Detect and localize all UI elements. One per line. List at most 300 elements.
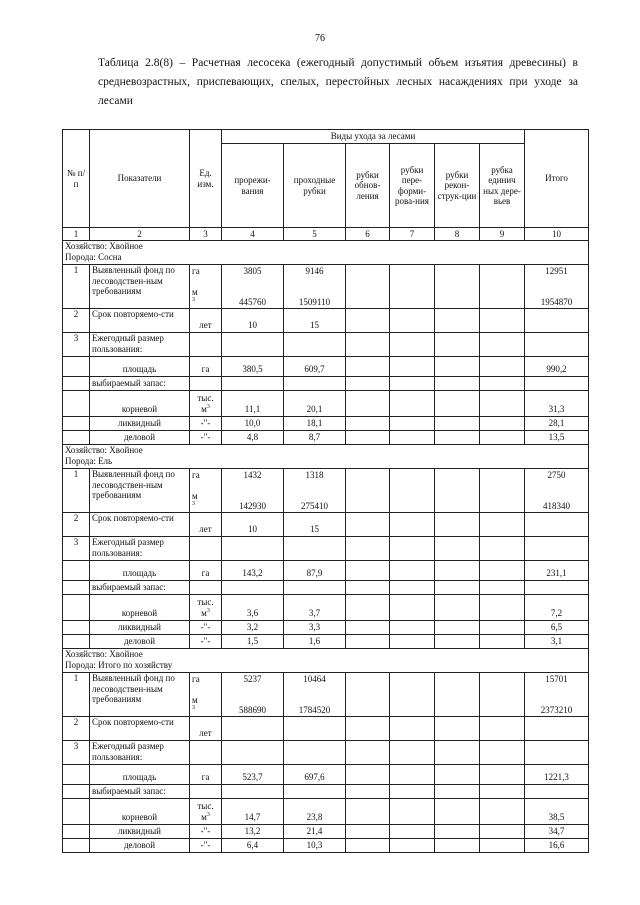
- empty-cell: [222, 377, 284, 391]
- value-cell: [284, 717, 346, 741]
- empty-cell: [346, 357, 390, 377]
- row-label: Ежегодный размер пользования:: [90, 537, 190, 561]
- total-volume: 1954870: [540, 297, 573, 307]
- empty-cell: [480, 673, 525, 717]
- unit-cell: [190, 265, 222, 309]
- value-cell: 380,5: [222, 357, 284, 377]
- unit-cell: га: [190, 561, 222, 581]
- business-row: [63, 839, 589, 853]
- empty-cell: [480, 431, 525, 445]
- unit-superscript: 3: [206, 403, 210, 410]
- value-cell: 143,2: [222, 561, 284, 581]
- empty-cell: [390, 635, 435, 649]
- empty-cell: [480, 581, 525, 595]
- empty-cell: [346, 469, 390, 513]
- empty-cell: [346, 839, 390, 853]
- unit-thousand-m: тыс. м: [197, 393, 214, 414]
- value-area: 1318: [305, 469, 324, 480]
- header-number: 2: [90, 228, 190, 241]
- value-area: 10464: [303, 673, 326, 684]
- empty-cell: [435, 265, 480, 309]
- total-cell: [525, 469, 589, 513]
- empty-cell: [435, 309, 480, 333]
- empty-cell: [284, 785, 346, 799]
- empty-cell: [480, 537, 525, 561]
- empty-cell: [346, 581, 390, 595]
- section-heading-row: [63, 445, 589, 469]
- unit-cell: га: [190, 765, 222, 785]
- header-number: 4: [222, 228, 284, 241]
- annual-row: [63, 333, 589, 357]
- root-row: [63, 799, 589, 825]
- header-numbers-row: [63, 228, 589, 241]
- unit-cell: -"-: [190, 431, 222, 445]
- empty-cell: [284, 537, 346, 561]
- unit-cell: [190, 595, 222, 621]
- empty-cell: [346, 825, 390, 839]
- value-cell: [284, 469, 346, 513]
- empty-cell: [435, 825, 480, 839]
- section-heading-row: [63, 649, 589, 673]
- total-volume: 2373210: [540, 705, 573, 715]
- row-label: выбираемый запас:: [90, 581, 190, 595]
- row-label: Выявленный фонд по лесоводствен-ным требованиям: [90, 265, 190, 309]
- unit-cell: га: [190, 357, 222, 377]
- table-caption: Таблица 2.8(8) – Расчетная лесосека (ежегодный допустимый объем изъятия древесины) в средневозрастных, приспевающих, спелых, перестойных лесных насаждениях при уходе за лесами: [98, 57, 578, 107]
- section-farm: Хозяйство: Хвойное: [65, 445, 143, 455]
- empty-cell: [390, 309, 435, 333]
- liquid-row: [63, 417, 589, 431]
- empty-cell: [390, 265, 435, 309]
- empty-cell: [435, 513, 480, 537]
- unit-cell: -"-: [190, 839, 222, 853]
- unit-m3: [192, 287, 219, 308]
- empty-cell: [435, 431, 480, 445]
- unit-cell: -"-: [190, 417, 222, 431]
- row-label: Выявленный фонд по лесоводствен-ным требованиям: [90, 673, 190, 717]
- total-cell: 231,1: [525, 561, 589, 581]
- row-number: 2: [63, 717, 90, 741]
- liquid-row: [63, 621, 589, 635]
- empty-cell: [525, 785, 589, 799]
- total-cell: 31,3: [525, 391, 589, 417]
- root-row: [63, 391, 589, 417]
- total-area: 15701: [545, 673, 568, 684]
- empty-cell: [390, 765, 435, 785]
- value-cell: [222, 717, 284, 741]
- value-cell: 3,3: [284, 621, 346, 635]
- section-heading-row: [63, 241, 589, 265]
- empty-cell: [222, 785, 284, 799]
- empty-cell: [346, 799, 390, 825]
- empty-cell: [390, 333, 435, 357]
- empty-cell: [480, 513, 525, 537]
- section-heading: [63, 241, 589, 265]
- empty-cell: [190, 537, 222, 561]
- value-cell: 10,3: [284, 839, 346, 853]
- period-row: [63, 513, 589, 537]
- value-cell: 1,6: [284, 635, 346, 649]
- unit-cell: [190, 469, 222, 513]
- empty-cell: [346, 621, 390, 635]
- value-volume: 275410: [301, 501, 328, 511]
- empty-cell: [346, 765, 390, 785]
- row-number: 3: [63, 741, 90, 765]
- empty-cell: [480, 825, 525, 839]
- empty-cell: [346, 785, 390, 799]
- section-species: Порода: Итого по хозяйству: [65, 659, 173, 670]
- empty-cell: [222, 333, 284, 357]
- empty-cell: [435, 469, 480, 513]
- unit-superscript: 3: [192, 705, 195, 711]
- value-cell: 609,7: [284, 357, 346, 377]
- fund-row: [63, 673, 589, 717]
- empty-cell: [284, 581, 346, 595]
- header-number: 1: [63, 228, 90, 241]
- value-cell: 13,2: [222, 825, 284, 839]
- empty-cell: [63, 357, 90, 377]
- area-row: [63, 357, 589, 377]
- empty-cell: [390, 595, 435, 621]
- empty-cell: [525, 333, 589, 357]
- header-number: 6: [346, 228, 390, 241]
- value-cell: [284, 673, 346, 717]
- empty-cell: [390, 799, 435, 825]
- header-reform: рубки пере-форми-рова-ния: [390, 144, 435, 228]
- section-species: Порода: Ель: [65, 455, 113, 466]
- empty-cell: [390, 839, 435, 853]
- empty-cell: [480, 785, 525, 799]
- section-species: Порода: Сосна: [65, 251, 122, 262]
- total-cell: 34,7: [525, 825, 589, 839]
- empty-cell: [480, 717, 525, 741]
- empty-cell: [480, 357, 525, 377]
- empty-cell: [480, 309, 525, 333]
- empty-cell: [480, 635, 525, 649]
- empty-cell: [480, 765, 525, 785]
- empty-cell: [435, 673, 480, 717]
- empty-cell: [480, 799, 525, 825]
- value-cell: [222, 265, 284, 309]
- empty-cell: [435, 377, 480, 391]
- empty-cell: [480, 333, 525, 357]
- header-reconstr: рубки рекон-струк-ции: [435, 144, 480, 228]
- row-number: 1: [63, 673, 90, 717]
- total-cell: 16,6: [525, 839, 589, 853]
- header-number: 8: [435, 228, 480, 241]
- empty-cell: [222, 741, 284, 765]
- empty-cell: [346, 417, 390, 431]
- empty-cell: [525, 537, 589, 561]
- total-cell: [525, 265, 589, 309]
- unit-cell: лет: [190, 513, 222, 537]
- stock-label-row: [63, 581, 589, 595]
- empty-cell: [390, 621, 435, 635]
- value-cell: 15: [284, 513, 346, 537]
- row-label: Выявленный фонд по лесоводствен-ным требованиям: [90, 469, 190, 513]
- empty-cell: [346, 377, 390, 391]
- section-heading: [63, 649, 589, 673]
- annual-row: [63, 537, 589, 561]
- value-cell: 20,1: [284, 391, 346, 417]
- empty-cell: [390, 825, 435, 839]
- header-number: 9: [480, 228, 525, 241]
- empty-cell: [390, 357, 435, 377]
- empty-cell: [435, 741, 480, 765]
- annual-row: [63, 741, 589, 765]
- unit-cell: -"-: [190, 621, 222, 635]
- empty-cell: [480, 469, 525, 513]
- row-number: 1: [63, 265, 90, 309]
- row-label: Срок повторяемо-сти: [90, 717, 190, 741]
- row-label: площадь: [90, 765, 190, 785]
- total-cell: 6,5: [525, 621, 589, 635]
- stock-label-row: [63, 785, 589, 799]
- empty-cell: [480, 417, 525, 431]
- total-cell: 3,1: [525, 635, 589, 649]
- unit-m: м: [192, 286, 198, 297]
- empty-cell: [390, 417, 435, 431]
- empty-cell: [346, 391, 390, 417]
- unit-superscript: 3: [206, 811, 210, 818]
- value-cell: 523,7: [222, 765, 284, 785]
- empty-cell: [190, 741, 222, 765]
- liquid-row: [63, 825, 589, 839]
- unit-cell: лет: [190, 309, 222, 333]
- total-cell: 1221,3: [525, 765, 589, 785]
- value-cell: 10,0: [222, 417, 284, 431]
- value-volume: 588690: [239, 705, 266, 715]
- empty-cell: [346, 513, 390, 537]
- row-label: деловой: [90, 431, 190, 445]
- empty-cell: [480, 839, 525, 853]
- empty-cell: [435, 595, 480, 621]
- value-cell: 10: [222, 513, 284, 537]
- empty-cell: [435, 581, 480, 595]
- empty-cell: [346, 635, 390, 649]
- empty-cell: [190, 333, 222, 357]
- empty-cell: [435, 561, 480, 581]
- row-label: Ежегодный размер пользования:: [90, 333, 190, 357]
- empty-cell: [435, 537, 480, 561]
- empty-cell: [390, 469, 435, 513]
- empty-cell: [435, 635, 480, 649]
- empty-cell: [435, 333, 480, 357]
- unit-m: м: [192, 694, 198, 705]
- empty-cell: [390, 377, 435, 391]
- empty-cell: [480, 391, 525, 417]
- empty-cell: [63, 839, 90, 853]
- period-row: [63, 309, 589, 333]
- empty-cell: [346, 431, 390, 445]
- header-indicator: Показатели: [90, 130, 190, 228]
- row-label: деловой: [90, 635, 190, 649]
- row-label: площадь: [90, 357, 190, 377]
- unit-superscript: 3: [206, 607, 210, 614]
- empty-cell: [284, 333, 346, 357]
- row-label: Ежегодный размер пользования:: [90, 741, 190, 765]
- row-label: корневой: [90, 799, 190, 825]
- empty-cell: [435, 717, 480, 741]
- total-cell: [525, 673, 589, 717]
- header-number: 10: [525, 228, 589, 241]
- total-area: 12951: [545, 265, 568, 276]
- empty-cell: [525, 581, 589, 595]
- period-row: [63, 717, 589, 741]
- header-total: Итого: [525, 130, 589, 228]
- empty-cell: [390, 741, 435, 765]
- total-cell: [525, 513, 589, 537]
- total-cell: [525, 309, 589, 333]
- header-number: 7: [390, 228, 435, 241]
- value-cell: 1,5: [222, 635, 284, 649]
- total-cell: [525, 717, 589, 741]
- empty-cell: [480, 595, 525, 621]
- empty-cell: [284, 741, 346, 765]
- empty-cell: [346, 717, 390, 741]
- row-label: ликвидный: [90, 417, 190, 431]
- total-cell: 13,5: [525, 431, 589, 445]
- empty-cell: [435, 621, 480, 635]
- empty-cell: [190, 581, 222, 595]
- total-cell: 990,2: [525, 357, 589, 377]
- section-farm: Хозяйство: Хвойное: [65, 241, 143, 251]
- row-label: Срок повторяемо-сти: [90, 513, 190, 537]
- unit-ha: га: [192, 469, 200, 480]
- header-thinning: прорежи-вания: [222, 144, 284, 228]
- empty-cell: [284, 377, 346, 391]
- area-row: [63, 561, 589, 581]
- empty-cell: [63, 635, 90, 649]
- empty-cell: [480, 265, 525, 309]
- empty-cell: [222, 537, 284, 561]
- empty-cell: [435, 839, 480, 853]
- unit-m3: [192, 695, 219, 716]
- empty-cell: [63, 377, 90, 391]
- empty-cell: [222, 581, 284, 595]
- header-unit: Ед. изм.: [190, 130, 222, 228]
- stock-label-row: [63, 377, 589, 391]
- value-volume: 445760: [239, 297, 266, 307]
- header-renewal: рубки обнов-ления: [346, 144, 390, 228]
- unit-thousand-m: тыс. м: [197, 597, 214, 618]
- empty-cell: [346, 309, 390, 333]
- row-number: 3: [63, 333, 90, 357]
- empty-cell: [435, 765, 480, 785]
- value-volume: 142930: [239, 501, 266, 511]
- value-volume: 1509110: [298, 297, 331, 307]
- value-cell: 697,6: [284, 765, 346, 785]
- total-cell: 7,2: [525, 595, 589, 621]
- empty-cell: [63, 561, 90, 581]
- empty-cell: [390, 785, 435, 799]
- section-farm: Хозяйство: Хвойное: [65, 649, 143, 659]
- business-row: [63, 635, 589, 649]
- value-area: 3805: [243, 265, 262, 276]
- header-single: рубка единич ных дере-вьев: [480, 144, 525, 228]
- empty-cell: [346, 673, 390, 717]
- empty-cell: [480, 561, 525, 581]
- row-number: 1: [63, 469, 90, 513]
- row-label: выбираемый запас:: [90, 785, 190, 799]
- fund-row: [63, 469, 589, 513]
- unit-cell: [190, 673, 222, 717]
- empty-cell: [63, 391, 90, 417]
- empty-cell: [63, 825, 90, 839]
- empty-cell: [63, 417, 90, 431]
- unit-superscript: 3: [192, 297, 195, 303]
- empty-cell: [390, 537, 435, 561]
- empty-cell: [480, 377, 525, 391]
- unit-cell: [190, 391, 222, 417]
- value-cell: 18,1: [284, 417, 346, 431]
- empty-cell: [63, 595, 90, 621]
- empty-cell: [346, 537, 390, 561]
- value-area: 5237: [243, 673, 262, 684]
- row-label: корневой: [90, 595, 190, 621]
- empty-cell: [346, 561, 390, 581]
- value-area: 9146: [305, 265, 324, 276]
- unit-thousand-m: тыс. м: [197, 801, 214, 822]
- header-group: Виды ухода за лесами: [222, 130, 525, 144]
- row-label: площадь: [90, 561, 190, 581]
- header-number: 5: [284, 228, 346, 241]
- unit-ha: га: [192, 673, 200, 684]
- unit-cell: -"-: [190, 635, 222, 649]
- forest-table: [62, 129, 589, 853]
- empty-cell: [346, 595, 390, 621]
- value-cell: 8,7: [284, 431, 346, 445]
- empty-cell: [346, 333, 390, 357]
- value-cell: 11,1: [222, 391, 284, 417]
- row-label: ликвидный: [90, 825, 190, 839]
- row-label: деловой: [90, 839, 190, 853]
- empty-cell: [63, 785, 90, 799]
- value-cell: 3,7: [284, 595, 346, 621]
- empty-cell: [346, 265, 390, 309]
- empty-cell: [190, 377, 222, 391]
- value-cell: 6,4: [222, 839, 284, 853]
- header-num: № п/п: [63, 130, 90, 228]
- empty-cell: [390, 717, 435, 741]
- row-label: ликвидный: [90, 621, 190, 635]
- empty-cell: [390, 431, 435, 445]
- row-number: 2: [63, 309, 90, 333]
- value-cell: 21,4: [284, 825, 346, 839]
- unit-cell: [190, 799, 222, 825]
- unit-m: м: [192, 490, 198, 501]
- empty-cell: [390, 513, 435, 537]
- empty-cell: [525, 741, 589, 765]
- value-cell: [222, 673, 284, 717]
- root-row: [63, 595, 589, 621]
- value-cell: 15: [284, 309, 346, 333]
- empty-cell: [480, 741, 525, 765]
- empty-cell: [346, 741, 390, 765]
- empty-cell: [525, 377, 589, 391]
- empty-cell: [390, 581, 435, 595]
- unit-superscript: 3: [192, 501, 195, 507]
- empty-cell: [63, 431, 90, 445]
- empty-cell: [480, 621, 525, 635]
- total-volume: 418340: [543, 501, 571, 511]
- empty-cell: [63, 799, 90, 825]
- header-number: 3: [190, 228, 222, 241]
- empty-cell: [63, 621, 90, 635]
- empty-cell: [435, 417, 480, 431]
- empty-cell: [390, 673, 435, 717]
- total-cell: 38,5: [525, 799, 589, 825]
